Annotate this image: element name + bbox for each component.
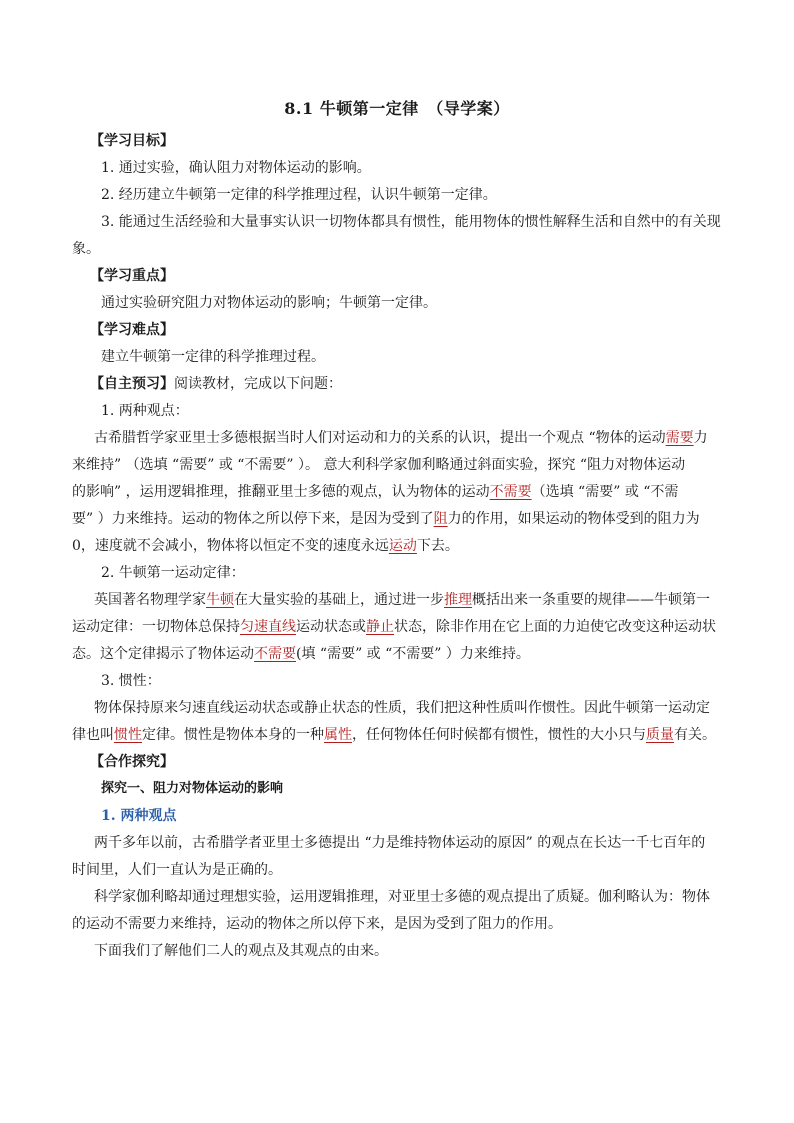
preview-p2-line-3 xyxy=(72,643,724,665)
preview-section-2-title: 2. 牛顿第一运动定律： xyxy=(101,565,245,581)
objective-item-1: 1. 通过实验，确认阻力对物体运动的影响。 xyxy=(101,160,371,176)
text: (填 “需要” 或 “不需要” ）力来维持。 xyxy=(296,646,530,662)
answer-blank: 静止 xyxy=(366,619,394,635)
text: 下去。 xyxy=(416,538,459,554)
text: 定律。惯性是物体本身的一种 xyxy=(142,727,324,743)
explore-line-4: 的运动不需要力来维持，运动的物体之所以停下来，是因为受到了阻力的作用。 xyxy=(72,916,562,932)
text: ，任何物体任何时候都有惯性，惯性的大小只与 xyxy=(352,727,646,743)
preview-p1-line-5 xyxy=(72,535,724,557)
text: 的影响” ，运用逻辑推理，推翻亚里士多德的观点，认为物体的运动 xyxy=(72,484,490,500)
preview-line xyxy=(90,373,742,395)
preview-intro: 阅读教材，完成以下问题： xyxy=(174,376,342,392)
answer-blank: 质量 xyxy=(646,727,674,743)
answer-blank: 牛顿 xyxy=(206,592,234,608)
preview-p1-line-1 xyxy=(94,427,746,449)
text: 力的作用，如果运动的物体受到的阻力为 xyxy=(447,511,700,527)
answer-blank: 推理 xyxy=(444,592,472,608)
preview-p1-line-4 xyxy=(72,508,724,530)
text: 力 xyxy=(693,430,708,446)
answer-blank: 不需要 xyxy=(254,646,296,662)
text: 古希腊哲学家亚里士多德根据当时人们对运动和力的关系的认识，提出一个观点 “物体的运动 xyxy=(94,430,666,446)
preview-p1-line-3 xyxy=(72,481,724,503)
difficulties-heading: 【学习难点】 xyxy=(90,322,174,338)
text: （选填 “需要” 或 “不需 xyxy=(531,484,679,500)
text: 有关。 xyxy=(674,727,716,743)
preview-p3-line-1: 物体保持原来匀速直线运动状态或静止状态的性质，我们把这种性质叫作惯性。因此牛顿第一运动定 xyxy=(94,700,710,716)
text: 0，速度就不会减小，物体将以恒定不变的速度永远 xyxy=(72,538,389,554)
answer-blank: 属性 xyxy=(324,727,352,743)
preview-p2-line-2 xyxy=(72,616,724,638)
text: 状态，除非作用在它上面的力迫使它改变这种运动状 xyxy=(394,619,716,635)
answer-blank: 惯性 xyxy=(114,727,142,743)
text: 英国著名物理学家 xyxy=(94,592,206,608)
objective-item-3: 3. 能通过生活经验和大量事实认识一切物体都具有惯性，能用物体的惯性解释生活和自然中的有关现 xyxy=(101,214,721,230)
objective-item-2: 2. 经历建立牛顿第一定律的科学推理过程，认识牛顿第一定律。 xyxy=(101,187,497,203)
objective-item-3-cont: 象。 xyxy=(72,241,100,257)
text: 概括出来一条重要的规律——牛顿第一 xyxy=(472,592,710,608)
preview-section-3-title: 3. 惯性： xyxy=(101,673,161,689)
preview-p2-line-1 xyxy=(94,589,746,611)
difficulties-text: 建立牛顿第一定律的科学推理过程。 xyxy=(101,349,325,365)
text: 律也叫 xyxy=(72,727,114,743)
text: 态。这个定律揭示了物体运动 xyxy=(72,646,254,662)
text: 在大量实验的基础上，通过进一步 xyxy=(234,592,444,608)
answer-blank: 不需要 xyxy=(489,484,532,500)
answer-blank: 阻 xyxy=(433,511,448,527)
explore-heading: 【合作探究】 xyxy=(90,754,174,770)
preview-p3-line-2 xyxy=(72,724,724,746)
answer-blank: 需要 xyxy=(665,430,694,446)
explore-line-3: 科学家伽利略却通过理想实验，运用逻辑推理，对亚里士多德的观点提出了质疑。伽利略认为：物体 xyxy=(94,889,710,905)
explore-subheading-1-1: 1. 两种观点 xyxy=(101,808,177,824)
answer-blank: 运动 xyxy=(388,538,417,554)
answer-blank: 匀速直线 xyxy=(240,619,296,635)
preview-heading: 【自主预习】 xyxy=(90,376,174,392)
objectives-heading: 【学习目标】 xyxy=(90,133,174,149)
preview-section-1-title: 1. 两种观点： xyxy=(101,403,189,419)
text: 运动定律：一切物体总保持 xyxy=(72,619,240,635)
text: 运动状态或 xyxy=(296,619,366,635)
preview-p1-line-2: 来维持” （选填 “需要” 或 “不需要” ）。 意大利科学家伽利略通过斜面实验，探究 “阻力对物体运动 xyxy=(72,457,686,473)
page-title: 8.1 牛顿第一定律 （导学案） xyxy=(284,99,510,118)
explore-line-5: 下面我们了解他们二人的观点及其观点的由来。 xyxy=(94,943,388,959)
key-points-heading: 【学习重点】 xyxy=(90,268,174,284)
explore-line-1: 两千多年以前，古希腊学者亚里士多德提出 “力是维持物体运动的原因” 的观点在长达一千七百年的 xyxy=(94,835,706,851)
explore-line-2: 时间里，人们一直认为是正确的。 xyxy=(72,862,282,878)
text: 要” ）力来维持。运动的物体之所以停下来，是因为受到了 xyxy=(72,511,434,527)
explore-subheading-1: 探究一、阻力对物体运动的影响 xyxy=(101,781,284,796)
key-points-text: 通过实验研究阻力对物体运动的影响；牛顿第一定律。 xyxy=(101,295,437,311)
